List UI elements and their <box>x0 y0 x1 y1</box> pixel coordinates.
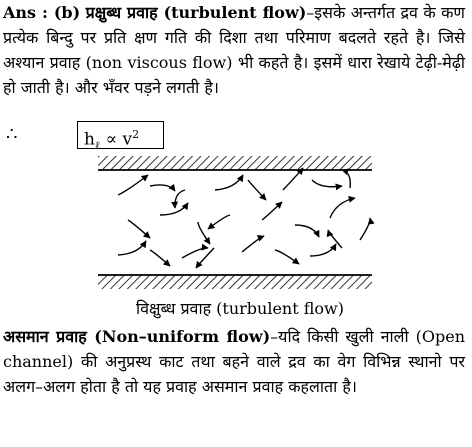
eddy-arrow <box>208 215 230 229</box>
eddy-arrow <box>128 220 150 238</box>
turbulent-flow-paragraph <box>3 0 465 100</box>
eddy-arrow <box>275 250 299 264</box>
eddy-arrow <box>175 190 185 208</box>
eddy-arrow <box>360 218 370 240</box>
diagram-caption: विक्षुब्ध प्रवाह (turbulent flow) <box>135 299 344 318</box>
non-uniform-flow-paragraph <box>3 324 465 399</box>
eddy-arrow <box>160 203 188 215</box>
non-uniform-flow-term: असमान प्रवाह (Non–uniform flow) <box>3 327 271 346</box>
bottom-pipe-wall <box>98 275 372 289</box>
eddy-arrow <box>262 202 282 220</box>
eddy-arrow <box>295 225 319 237</box>
eddy-arrows <box>118 168 370 268</box>
eddy-arrow <box>182 248 208 258</box>
therefore-symbol: ∴ <box>6 124 18 145</box>
eddy-arrow <box>248 180 266 200</box>
formula-lhs-subscript: ℓ <box>94 139 101 153</box>
turbulent-flow-term: प्रक्षुब्ध प्रवाह (turbulent flow) <box>85 3 307 22</box>
eddy-arrow <box>118 241 146 255</box>
turbulent-flow-description: –इसके अन्तर्गत द्रव के कण प्रत्येक बिन्दु पर प्रति क्षण गति की दिशा तथा परिमाण बदलते रहते है। जिसे अश्यान प्रवाह (non viscous flow) भी कहते है। इसमें धारा रेखाये टेढ़ी-मेढ़ी हो जाती है। और भँवर पड़ने लगती है। <box>3 3 465 97</box>
formula-relation: ∝ v <box>100 129 133 150</box>
eddy-arrow <box>150 250 170 266</box>
eddy-arrow <box>215 175 243 190</box>
eddy-arrow <box>342 170 350 188</box>
formula-power: 2 <box>132 128 140 141</box>
eddy-arrow <box>312 180 342 187</box>
eddy-arrow <box>328 230 342 248</box>
non-uniform-flow-description: –यदि किसी खुली नाली (Open channel) की अनुप्रस्थ काट तथा बहने वाले द्रव का वेग विभिन्न स्थानो पर अलग–अलग होता है तो यह प्रवाह असमान प्रवाह कहलाता है। <box>3 327 465 396</box>
top-pipe-wall <box>98 156 372 170</box>
eddy-arrow <box>242 236 264 252</box>
eddy-arrow <box>198 222 210 244</box>
eddy-arrow <box>330 198 355 218</box>
eddy-arrow <box>196 248 214 268</box>
eddy-arrow <box>118 175 148 195</box>
formula-lhs: h <box>84 129 95 150</box>
head-loss-formula-box <box>77 121 164 153</box>
eddy-arrow <box>310 244 336 256</box>
eddy-arrow <box>150 185 175 191</box>
answer-label: Ans : (b) <box>3 3 81 22</box>
eddy-arrow <box>283 168 303 190</box>
